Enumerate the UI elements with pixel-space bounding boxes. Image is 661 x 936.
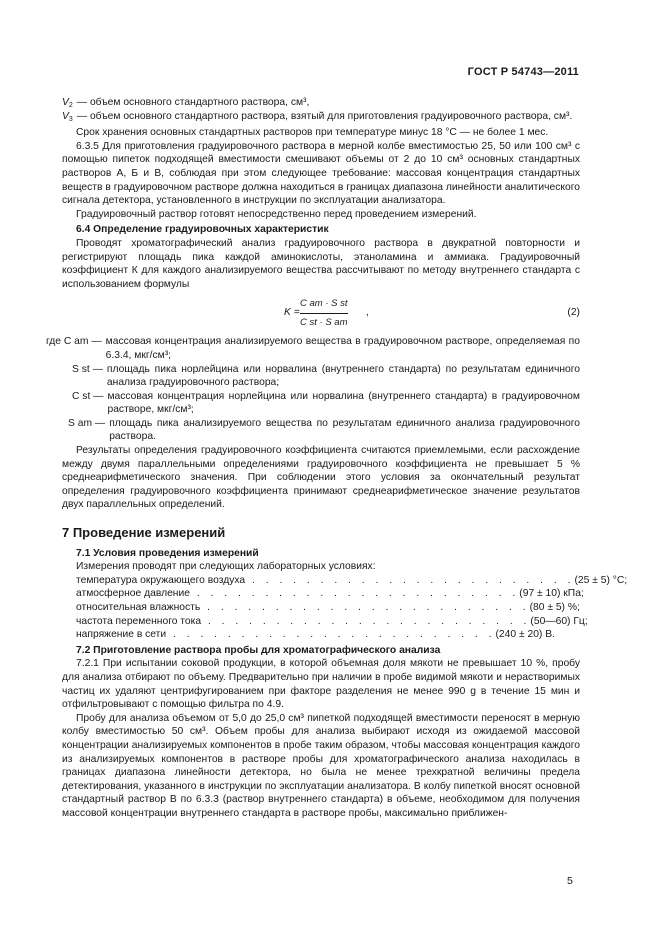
leader-dots: . . . . . . . . . . . . . . . . . . . . . . . . <box>245 574 575 586</box>
paragraph-prepared: Градуировочный раствор готовят непосредственно перед проведением измерений. <box>76 208 477 220</box>
formula-numerator: C am · S st <box>300 298 348 310</box>
equation-number: (2) <box>567 307 580 319</box>
symbol-cst: C st — <box>72 390 104 402</box>
definition-text: массовая концентрация анализируемого вещества в градуировочном растворе, определяемая по 6.3.4, мкг/см³; <box>105 336 580 361</box>
heading-6-4: 6.4 Определение градуировочных характеристик <box>76 224 329 236</box>
leader-dots: . . . . . . . . . . . . . . . . . . . . . . . . <box>189 588 520 600</box>
formula-2 <box>62 297 580 331</box>
page-number: 5 <box>567 875 573 887</box>
symbol-cam: где C am — <box>46 336 102 348</box>
condition-row: температура окружающего воздуха . . . . . . . . . . . . . . . . . . . . . . . . (25 ± 5) °С; <box>76 574 628 586</box>
paragraph-7-2-1: 7.2.1 При испытании соковой продукции, в которой объемная доля мякоти не превышает 10 %, пробу для анализа отбирают по объему. Предварительно при наличии в пробе видимой мякоти и нерастворимых частиц их удаляют центрифугированием при факторе разделения не менее 990 g в течение 15 мин и отфильтровывают с помощью фильтра по 4.9. <box>62 658 580 711</box>
heading-7-2: 7.2 Приготовление раствора пробы для хроматографического анализа <box>76 644 441 656</box>
leader-dots: . . . . . . . . . . . . . . . . . . . . . . . . <box>200 602 530 613</box>
page-body <box>46 96 628 821</box>
definition-text: площадь пика норлейцина или норвалина (внутреннего стандарта) по результатам единичного анализа градуировочного раствора; <box>106 363 580 389</box>
definition-v3 <box>62 110 580 124</box>
section-7-heading: 7 Проведение измерений <box>62 525 226 541</box>
symbol-sam: S am — <box>68 417 106 429</box>
paragraph-7-1: Измерения проводят при следующих лабораторных условиях: <box>76 561 376 573</box>
definition-text: — объем основного стандартного раствора, взятый для приготовления градуировочного раствора, см³. <box>76 110 573 122</box>
condition-row: частота переменного тока . . . . . . . . . . . . . . . . . . . . . . . . (50—60) Гц; <box>76 615 588 627</box>
symbol-sst: S st — <box>72 363 103 375</box>
condition-row: относительная влажность . . . . . . . . . . . . . . . . . . . . . . . . (80 ± 5) %; <box>76 602 580 613</box>
formula-lhs: K = <box>284 307 300 319</box>
definition-v2 <box>62 96 580 110</box>
conditions-list <box>76 574 628 642</box>
paragraph-storage: Срок хранения основных стандартных растворов при температуре минус 18 °С — не более 1 мес. <box>76 127 549 139</box>
definition-cst <box>62 390 580 417</box>
leader-dots: . . . . . . . . . . . . . . . . . . . . . . . . <box>201 615 531 627</box>
definition-text: массовая концентрация норлейцина или норвалина (внутреннего стандарта) в градуировочном растворе, мкг/см³; <box>107 390 580 416</box>
paragraph-6-3-5: 6.3.5 Для приготовления градуировочного раствора в мерной колбе вместимостью 25, 50 или 100 см³ с помощью пипеток подходящей вместимости смешивают объемы от 2 до 10 см³ основных стандартных растворов А, Б и В, соблюдая при этом следующее требование: массовая концентрация стандартных веществ в градуировочном растворе должна находиться в границах диапазона линейности аналитического сигнала детектора, установленного в инструкции по эксплуатации анализатора. <box>62 140 580 207</box>
condition-row: напряжение в сети . . . . . . . . . . . . . . . . . . . . . . . . (240 ± 20) В. <box>76 629 555 641</box>
heading-7-1: 7.1 Условия проведения измерений <box>76 547 259 559</box>
definition-text: — объем основного стандартного раствора, см³, <box>76 97 310 108</box>
definition-sam <box>62 417 580 444</box>
symbol-v3: $V_3$ <box>62 110 73 123</box>
formula-denominator: C st · S am <box>300 316 348 328</box>
document-header: ГОСТ Р 54743—2011 <box>467 66 579 78</box>
fraction-bar <box>300 313 348 314</box>
paragraph-results: Результаты определения градуировочного коэффициента считаются приемлемыми, если расхождение между двумя параллельными определениями градуировочного коэффициента не превышает 5 % среднеарифметического значения. При соблюдении этого условия за окончательный результат определения градуировочного коэффициента принимают среднеарифметическое значение результатов двух параллельных определений. <box>62 445 580 511</box>
leader-dots: . . . . . . . . . . . . . . . . . . . . . . . . <box>166 629 496 641</box>
symbol-v2: $V_2$ <box>62 97 73 109</box>
condition-row: атмосферное давление . . . . . . . . . . . . . . . . . . . . . . . . (97 ± 10) кПа; <box>76 588 584 600</box>
formula-tail: , <box>366 307 369 319</box>
paragraph-6-4: Проводят хроматографический анализ градуировочного раствора в двукратной повторности и регистрируют площадь пика каждой аминокислоты, этаноламина и аммиака. Градуировочный коэффициент К для каждого анализируемого вещества рассчитывают по методу внутреннего стандарта с использованием формулы <box>62 237 580 290</box>
paragraph-sample: Пробу для анализа объемом от 5,0 до 25,0 см³ пипеткой подходящей вместимости переносят в мерную колбу вместимостью 50 см³. Объем пробы для анализа выбирают исходя из ожидаемой массовой концентрации анализируемых компонентов в пробе таким образом, чтобы массовая концентрация каждого из анализируемых компонентов в растворе пробы для хроматографического анализа находилась в границах диапазона линейности детектора, но была не менее трехкратной величины предела детектирования, указанного в инструкции по эксплуатации анализатора. В колбу пипеткой вносят основной стандартный раствор В по 6.3.3 (раствор внутреннего стандарта) в объеме, необходимом для получения массовой концентрации внутреннего стандарта в растворе пробы, максимально приближен- <box>62 712 580 819</box>
definition-sst <box>62 363 580 390</box>
definition-text: площадь пика анализируемого вещества по результатам единичного анализа градуировочного раствора. <box>109 417 580 443</box>
formula-fraction <box>300 297 348 329</box>
definition-cam <box>46 335 580 362</box>
